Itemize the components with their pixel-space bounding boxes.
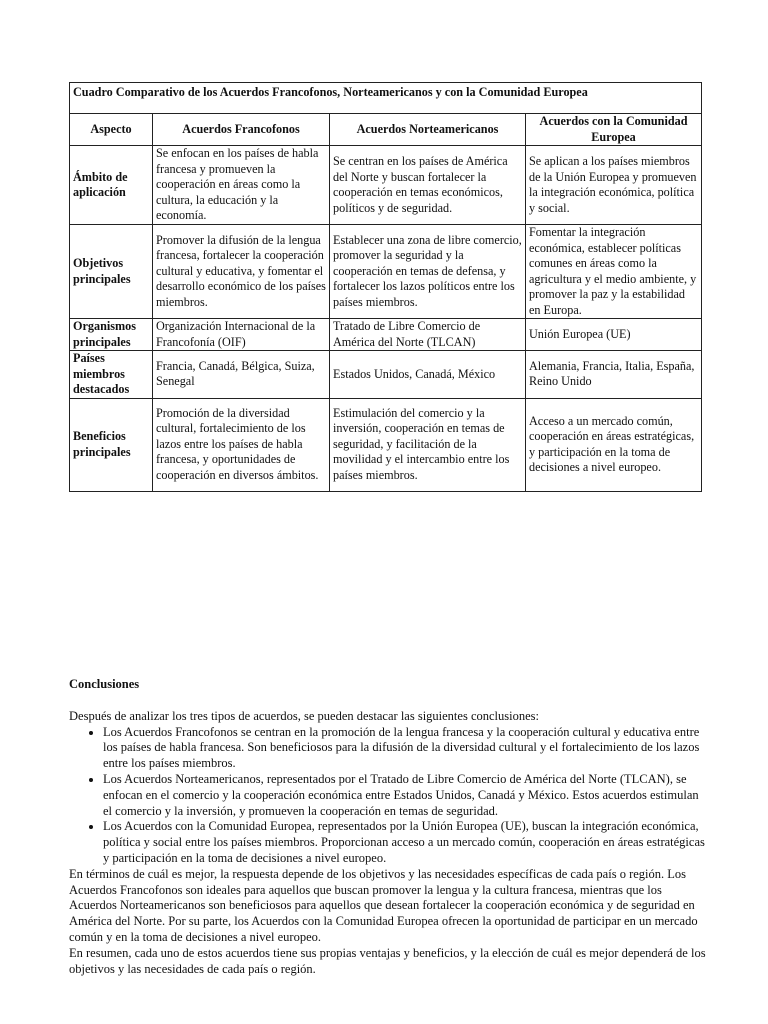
- cell-norteamericanos: Tratado de Libre Comercio de América del Norte (TLCAN): [330, 319, 526, 351]
- cell-francofonos: Francia, Canadá, Bélgica, Suiza, Senegal: [153, 351, 330, 399]
- table-row: [70, 398, 702, 491]
- cell-francofonos: Organización Internacional de la Francofonía (OIF): [153, 319, 330, 351]
- table-row: [70, 351, 702, 399]
- cell-francofonos: Se enfocan en los países de habla francesa y promueven la cooperación en áreas como la cultura, la educación y la economía.: [153, 146, 330, 225]
- row-aspect: Países miembros destacados: [70, 351, 153, 399]
- cell-francofonos: Promoción de la diversidad cultural, fortalecimiento de los lazos entre los países de habla francesa, y oportunidades de cooperación en diversos ámbitos.: [153, 398, 330, 491]
- list-item: • Los Acuerdos Francofonos se centran en la promoción de la lengua francesa y la cooperación cultural y educativa entre los países de habla francesa. Son beneficiosos para la difusión de la diversidad cultural y el fortalecimiento de los lazos entre los países miembros.: [103, 725, 709, 772]
- cell-francofonos: Promover la difusión de la lengua francesa, fortalecer la cooperación cultural y educativa, y fomentar el desarrollo económico de los países miembros.: [153, 225, 330, 319]
- conclusions-heading: Conclusiones: [69, 677, 140, 691]
- conclusions-section: [69, 677, 709, 977]
- cell-europea: Unión Europea (UE): [526, 319, 702, 351]
- conclusions-intro: Después de analizar los tres tipos de acuerdos, se pueden destacar las siguientes conclusiones:: [69, 708, 539, 723]
- header-francofonos: Acuerdos Francofonos: [153, 114, 330, 146]
- row-aspect: Organismos principales: [70, 319, 153, 351]
- cell-norteamericanos: Estimulación del comercio y la inversión, cooperación en temas de seguridad, y facilitación de la movilidad y el intercambio entre los países miembros.: [330, 398, 526, 491]
- header-europea: Acuerdos con la Comunidad Europea: [526, 114, 702, 146]
- header-aspecto: Aspecto: [70, 114, 153, 146]
- cell-norteamericanos: Establecer una zona de libre comercio, promover la seguridad y la cooperación en temas de defensa, y fortalecer los lazos políticos entre los países miembros.: [330, 225, 526, 319]
- cell-norteamericanos: Se centran en los países de América del Norte y buscan fortalecer la cooperación en temas económicos, políticos y de seguridad.: [330, 146, 526, 225]
- row-aspect: Objetivos principales: [70, 225, 153, 319]
- cell-norteamericanos: Estados Unidos, Canadá, México: [330, 351, 526, 399]
- conclusions-list: [69, 725, 709, 867]
- list-item: • Los Acuerdos con la Comunidad Europea, representados por la Unión Europea (UE), buscan la integración económica, política y social entre los países miembros. Proporcionan acceso a un mercado común, cooperación en áreas estratégicas y participación en la toma de decisiones a nivel europeo.: [103, 819, 709, 866]
- cell-europea: Alemania, Francia, Italia, España, Reino Unido: [526, 351, 702, 399]
- cell-europea: Acceso a un mercado común, cooperación en áreas estratégicas, y participación en la toma de decisiones a nivel europeo.: [526, 398, 702, 491]
- header-norteamericanos: Acuerdos Norteamericanos: [330, 114, 526, 146]
- table-row: [70, 146, 702, 225]
- table-row: [70, 225, 702, 319]
- summary-paragraph: En resumen, cada uno de estos acuerdos tiene sus propias ventajas y beneficios, y la elección de cuál es mejor dependerá de los objetivos y las necesidades de cada país o región.: [69, 945, 706, 976]
- conclusions-paragraph: En términos de cuál es mejor, la respuesta depende de los objetivos y las necesidades específicas de cada país o región. Los Acuerdos Francofonos son ideales para aquellos que buscan promover la lengua y la cultura francesa, mientras que los Acuerdos Norteamericanos son beneficiosos para aquellos que desean fortalecer la cooperación económica y de seguridad en América del Norte. Por su parte, los Acuerdos con la Comunidad Europea ofrecen la oportunidad de participar en un mercado común y en la toma de decisiones a nivel europeo.: [69, 866, 698, 944]
- cell-europea: Fomentar la integración económica, establecer políticas comunes en áreas como la agricultura y el medio ambiente, y promover la paz y la estabilidad en Europa.: [526, 225, 702, 319]
- list-item: • Los Acuerdos Norteamericanos, representados por el Tratado de Libre Comercio de América del Norte (TLCAN), se enfocan en el comercio y la cooperación económica entre Estados Unidos, Canadá y México. Estos acuerdos estimulan el comercio y la inversión, y promueven la cooperación en temas de seguridad.: [103, 772, 709, 819]
- cell-europea: Se aplican a los países miembros de la Unión Europea y promueven la integración económica, política y social.: [526, 146, 702, 225]
- table-row: [70, 319, 702, 351]
- comparison-table: [69, 82, 702, 492]
- row-aspect: Ámbito de aplicación: [70, 146, 153, 225]
- row-aspect: Beneficios principales: [70, 398, 153, 491]
- table-title: Cuadro Comparativo de los Acuerdos Francofonos, Norteamericanos y con la Comunidad Europea: [70, 83, 702, 114]
